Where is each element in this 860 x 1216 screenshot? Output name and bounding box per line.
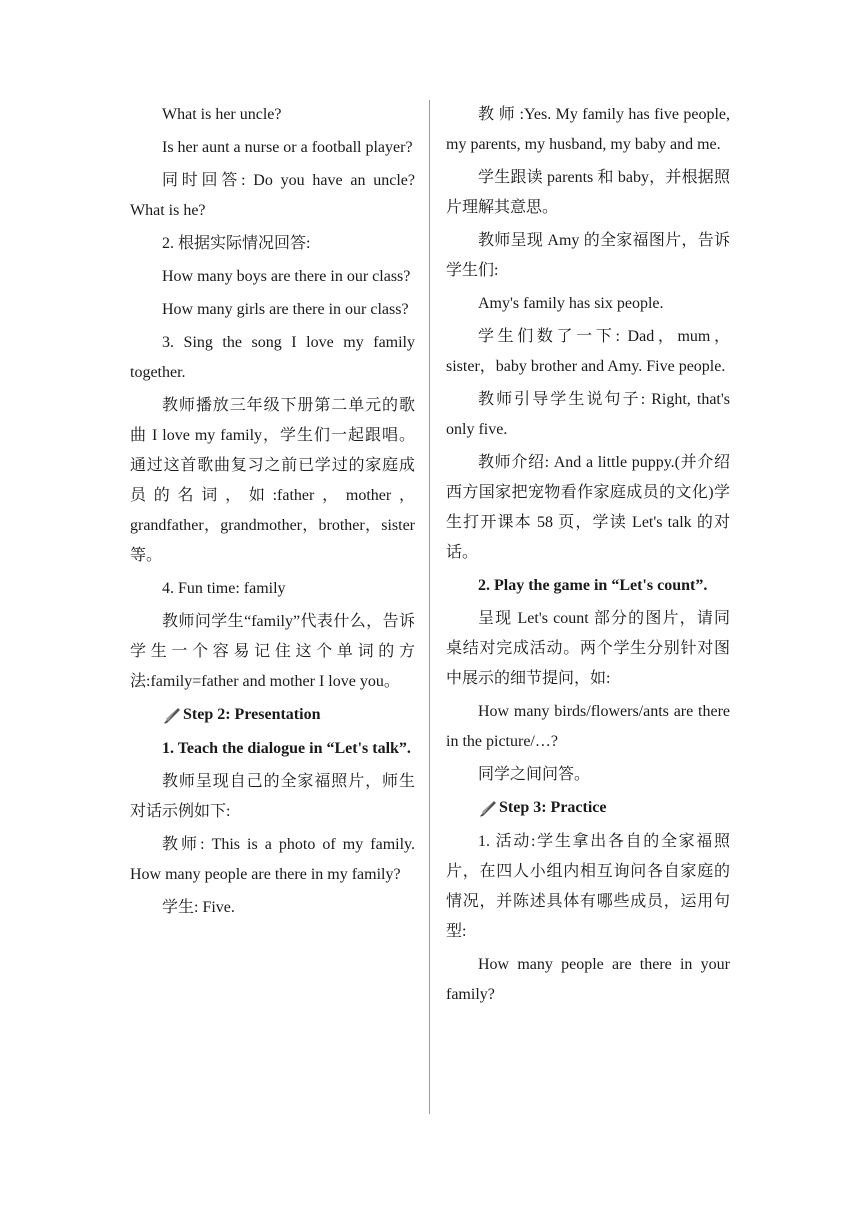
paragraph: 学生们数了一下: Dad，mum，sister，baby brother and Amy. Five people. <box>446 328 730 375</box>
paragraph: 教 师 :Yes. My family has five people, my parents, my husband, my baby and me. <box>446 106 730 153</box>
step-3-heading <box>446 793 730 823</box>
paragraph: 3. Sing the song I love my family together. <box>130 334 415 381</box>
paragraph: 教师引导学生说句子: Right, that's only five. <box>446 391 730 438</box>
pen-icon <box>162 705 182 725</box>
paragraph: 同时回答: Do you have an uncle? What is he? <box>130 172 415 219</box>
paragraph: How many boys are there in our class? <box>162 268 411 285</box>
paragraph: 教师: This is a photo of my family. How many people are there in my family? <box>130 836 415 883</box>
paragraph: 2. 根据实际情况回答: <box>162 235 311 252</box>
paragraph: 教师呈现 Amy 的全家福图片，告诉学生们: <box>446 232 730 279</box>
paragraph: 教师问学生“family”代表什么，告诉学生一个容易记住这个单词的方法:family=father and mother I love you。 <box>130 613 415 690</box>
paragraph: Amy's family has six people. <box>478 295 664 312</box>
column-divider <box>429 100 430 1114</box>
subheading: 2. Play the game in “Let's count”. <box>478 577 708 594</box>
paragraph: 1. 活动:学生拿出各自的全家福照片，在四人小组内相互询问各自家庭的情况，并陈述具体有哪些成员，运用句型: <box>446 833 730 940</box>
paragraph: How many people are there in your family? <box>446 956 730 1003</box>
paragraph: 4. Fun time: family <box>162 580 286 597</box>
paragraph: 学生跟读 parents 和 baby，并根据照片理解其意思。 <box>446 169 730 216</box>
right-column <box>446 100 730 1013</box>
left-column <box>130 100 415 926</box>
paragraph: 教师播放三年级下册第二单元的歌曲 I love my family，学生们一起跟唱。通过这首歌曲复习之前已学过的家庭成员的名词，如:father，mother，grandfather，grandmother，brother，sister 等。 <box>130 397 415 564</box>
paragraph: How many girls are there in our class? <box>162 301 409 318</box>
step-2-title: Step 2: Presentation <box>183 706 321 723</box>
paragraph: 教师介绍: And a little puppy.(并介绍西方国家把宠物看作家庭成员的文化)学生打开课本 58 页，学读 Let's talk 的对话。 <box>446 454 730 561</box>
paragraph: 同学之间问答。 <box>478 766 591 783</box>
paragraph: 教师呈现自己的全家福照片，师生对话示例如下: <box>130 773 415 820</box>
paragraph: 呈现 Let's count 部分的图片，请同桌结对完成活动。两个学生分别针对图中展示的细节提问，如: <box>446 610 730 687</box>
paragraph: How many birds/flowers/ants are there in the picture/…? <box>446 703 730 750</box>
step-2-heading <box>130 700 415 730</box>
subheading: 1. Teach the dialogue in “Let's talk”. <box>162 740 411 757</box>
paragraph: 学生: Five. <box>162 899 235 916</box>
pen-icon <box>478 798 498 818</box>
paragraph: Is her aunt a nurse or a football player? <box>162 139 413 156</box>
step-3-title: Step 3: Practice <box>499 799 607 816</box>
paragraph: What is her uncle? <box>162 106 282 123</box>
